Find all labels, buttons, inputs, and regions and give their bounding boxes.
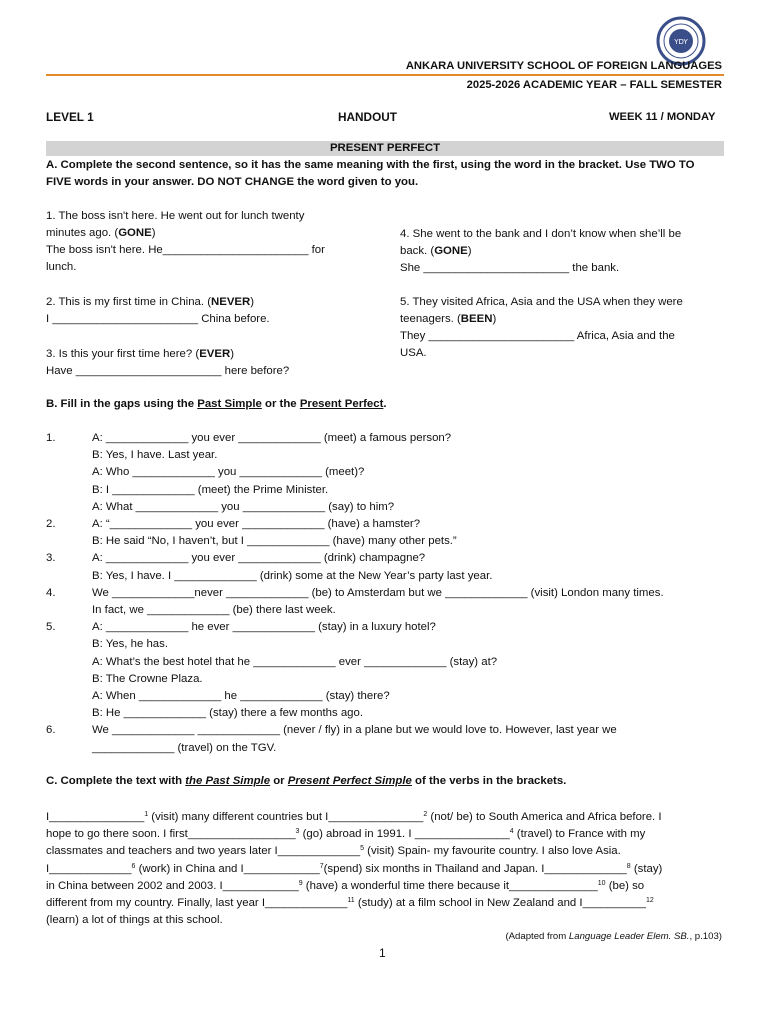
academic-year: 2025-2026 ACADEMIC YEAR – FALL SEMESTER bbox=[466, 79, 722, 91]
section-b-item-number: 3. bbox=[46, 552, 56, 565]
section-b-line: B: I _____________ (meet) the Prime Minister. bbox=[92, 483, 329, 496]
section-b-item-number: 4. bbox=[46, 586, 56, 599]
header-divider bbox=[46, 74, 724, 76]
section-b-line: B: Yes, he has. bbox=[92, 638, 168, 651]
section-b-line: A: What’s the best hotel that he _____________ ever _____________ (stay) at? bbox=[92, 655, 498, 668]
section-c-text: I_______________$^1$ (visit) many different countries but I_______________$^2$ (not/ be) to South America and Africa before. I hope to go there soon. I first_________________$^3$ (go) abroad in 1991. I _______________$^4$ (travel) to France with my classmates and teachers and two years later I_____________$^5$ (visit) Spain- my favourite country. I also love Asia. I_____________$^6$ (work) in China and I____________$^7$(spend) six months in Thailand and Japan. I_____________$^8$ (stay) in China between 2002 and 2003. I____________$^9$ (have) a wonderful time there because it______________$^{10}$ (be) so different from my country. Finally, last year I_____________$^{11}$ (study) at a film school in New Zealand and I__________$^{12}$ (learn) a lot of things at this school. bbox=[46, 811, 663, 927]
question-a1: 1. The boss isn't here. He went out for lunch twenty minutes ago. (GONE) The boss isn't here. He_______________________ for lunch. bbox=[46, 210, 325, 273]
section-b-line: A: _____________ you ever _____________ (drink) champagne? bbox=[92, 552, 426, 565]
handout-label: HANDOUT bbox=[338, 110, 397, 124]
section-b-instructions: B. Fill in the gaps using the Past Simple or the Present Perfect. bbox=[46, 398, 387, 410]
section-b-line: B: He said “No, I haven’t, but I _____________ (have) many other pets.” bbox=[92, 535, 457, 548]
section-b-line: In fact, we _____________ (be) there last week. bbox=[92, 604, 336, 616]
section-b-line: A: Who _____________ you _____________ (meet)? bbox=[92, 466, 365, 479]
section-b-item-number: 2. bbox=[46, 518, 56, 530]
week-label: WEEK 11 / MONDAY bbox=[609, 111, 716, 123]
section-b-line: We _____________ _____________ (never / fly) in a plane but we would love to. However, last year we bbox=[92, 724, 617, 737]
section-b-line: B: Yes, I have. I _____________ (drink) some at the New Year’s party last year. bbox=[92, 569, 493, 582]
section-b-line: A: _____________ he ever _____________ (stay) in a luxury hotel? bbox=[92, 621, 436, 634]
section-b-line: B: Yes, I have. Last year. bbox=[92, 449, 218, 462]
section-b-line: B: He _____________ (stay) there a few months ago. bbox=[92, 707, 364, 720]
question-a2: 2. This is my first time in China. (NEVER) I _______________________ China before. bbox=[46, 296, 270, 325]
section-b-line: B: The Crowne Plaza. bbox=[92, 672, 203, 685]
section-b-line: We _____________never _____________ (be) to Amsterdam but we _____________ (visit) London many times. bbox=[92, 586, 664, 599]
source-citation: (Adapted from Language Leader Elem. SB., p.103) bbox=[505, 931, 722, 942]
section-b-line: _____________ (travel) on the TGV. bbox=[92, 741, 277, 754]
svg-text:YDY: YDY bbox=[674, 38, 688, 46]
school-logo bbox=[656, 16, 706, 66]
section-b-item-number: 5. bbox=[46, 621, 56, 634]
section-b-item-number: 1. bbox=[46, 432, 56, 444]
school-name: ANKARA UNIVERSITY SCHOOL OF FOREIGN LANGUAGES bbox=[405, 60, 722, 72]
section-b-line: A: _____________ you ever _____________ (meet) a famous person? bbox=[92, 432, 452, 444]
page-number: 1 bbox=[379, 946, 386, 960]
question-a3: 3. Is this your first time here? (EVER) Have _______________________ here before? bbox=[46, 348, 290, 377]
section-b-item-number: 6. bbox=[46, 724, 56, 737]
level-label: LEVEL 1 bbox=[46, 110, 94, 124]
section-b-line: A: When _____________ he _____________ (stay) there? bbox=[92, 690, 390, 702]
question-a5: 5. They visited Africa, Asia and the USA when they were teenagers. (BEEN) They _______________________ Africa, Asia and the USA. bbox=[400, 296, 683, 359]
question-a4: 4. She went to the bank and I don’t know when she’ll be back. (GONE) She _______________________ the bank. bbox=[400, 228, 682, 274]
section-c-instructions: C. Complete the text with the Past Simple or Present Perfect Simple of the verbs in the brackets. bbox=[46, 775, 567, 787]
section-a-instructions: A. Complete the second sentence, so it has the same meaning with the first, using the word in the bracket. Use TWO TO FIVE words in your answer. DO NOT CHANGE the word given to you. bbox=[46, 159, 695, 188]
section-b-line: A: “_____________ you ever _____________ (have) a hamster? bbox=[92, 518, 421, 530]
topic-banner: PRESENT PERFECT bbox=[46, 141, 724, 156]
section-b-line: A: What _____________ you _____________ (say) to him? bbox=[92, 500, 395, 513]
